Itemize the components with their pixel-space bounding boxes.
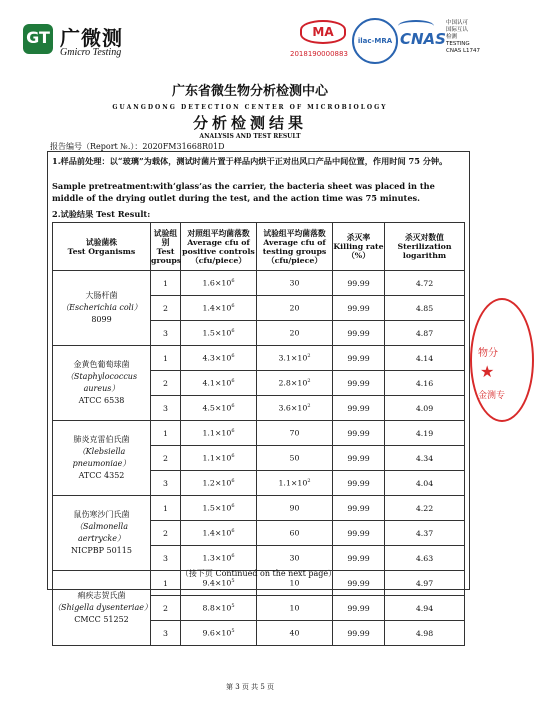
group-cell: 2 bbox=[151, 446, 181, 471]
group-cell: 2 bbox=[151, 521, 181, 546]
testing-cfu-cell: 20 bbox=[257, 321, 333, 346]
testing-cfu-cell: 20 bbox=[257, 296, 333, 321]
control-cfu-cell: $4.1\times 10^6$ bbox=[181, 371, 257, 396]
seal-text: 金测专 bbox=[478, 391, 506, 401]
organism-name-latin: （Klebsiella pneumoniae） bbox=[72, 447, 131, 468]
report-number: 报告编号（Report №.）：2020FM31668R01D bbox=[50, 142, 225, 151]
page-footer: 第 3 页 共 5 页 bbox=[225, 683, 275, 691]
control-cfu-cell: $9.4\times 10^5$ bbox=[181, 571, 257, 596]
group-cell: 3 bbox=[151, 396, 181, 421]
group-cell: 2 bbox=[151, 596, 181, 621]
accreditation-line: CNAS L1747 bbox=[446, 48, 481, 54]
continued-note: （接下页 Continued on the next page） bbox=[180, 569, 337, 578]
organism-cell bbox=[53, 496, 151, 571]
logo-mark: GT bbox=[26, 28, 50, 47]
killing-rate-cell: 99.99 bbox=[333, 571, 385, 596]
cnas-logo: CNAS bbox=[400, 30, 446, 48]
organism-strain: ATCC 4352 bbox=[78, 471, 125, 480]
organism-name-cn: 鼠伤寒沙门氏菌 bbox=[73, 510, 130, 519]
company-logo bbox=[23, 24, 53, 54]
testing-cfu-cell: $2.8\times 10^2$ bbox=[257, 371, 333, 396]
table-row bbox=[53, 421, 465, 446]
brand-name-en: Gmicro Testing bbox=[60, 47, 122, 58]
control-cfu-cell: $1.1\times 10^6$ bbox=[181, 446, 257, 471]
brand-name-cn: 广微测 bbox=[60, 26, 123, 50]
accreditation-line: 检测 bbox=[446, 34, 458, 40]
section-title: 2.试验结果 Test Result: bbox=[52, 209, 151, 219]
organism-strain: 8099 bbox=[91, 315, 112, 324]
killing-rate-cell: 99.99 bbox=[333, 546, 385, 571]
header-group: 试验组别 Test groups bbox=[151, 223, 181, 271]
killing-rate-cell: 99.99 bbox=[333, 296, 385, 321]
killing-rate-cell: 99.99 bbox=[333, 371, 385, 396]
control-cfu-cell: $1.2\times 10^6$ bbox=[181, 471, 257, 496]
cma-number: 2018190000883 bbox=[290, 50, 348, 58]
control-cfu-cell: $4.5\times 10^6$ bbox=[181, 396, 257, 421]
control-cfu-cell: $1.5\times 10^6$ bbox=[181, 496, 257, 521]
accreditation-line: 国际互认 bbox=[446, 27, 469, 33]
killing-rate-cell: 99.99 bbox=[333, 471, 385, 496]
accreditation-line: TESTING bbox=[446, 41, 470, 47]
organism-cell bbox=[53, 421, 151, 496]
center-title-en: GUANGDONG DETECTION CENTER OF MICROBIOLOGY bbox=[112, 104, 388, 111]
logarithm-cell: 4.04 bbox=[385, 471, 465, 496]
group-cell: 3 bbox=[151, 621, 181, 646]
organism-name-cn: 痢疾志贺氏菌 bbox=[77, 591, 126, 600]
group-cell: 2 bbox=[151, 371, 181, 396]
pretreatment-cn: 1.样品前处理：以“玻璃”为载体，测试时菌片置于样品内烘干正对出风口产品中间位置，作用时间 75 分钟。 bbox=[52, 156, 448, 166]
control-cfu-cell: $1.4\times 10^6$ bbox=[181, 296, 257, 321]
testing-cfu-cell: 60 bbox=[257, 521, 333, 546]
center-title-cn: 广东省微生物分析检测中心 bbox=[171, 84, 328, 99]
logarithm-cell: 4.09 bbox=[385, 396, 465, 421]
group-cell: 1 bbox=[151, 571, 181, 596]
organism-name-latin: （Salmonella aertrycke） bbox=[75, 522, 128, 543]
logarithm-cell: 4.14 bbox=[385, 346, 465, 371]
organism-name-cn: 大肠杆菌 bbox=[85, 291, 118, 300]
killing-rate-cell: 99.99 bbox=[333, 396, 385, 421]
group-cell: 1 bbox=[151, 421, 181, 446]
logarithm-cell: 4.98 bbox=[385, 621, 465, 646]
result-title-en: ANALYSIS AND TEST RESULT bbox=[199, 133, 301, 140]
killing-rate-cell: 99.99 bbox=[333, 321, 385, 346]
killing-rate-cell: 99.99 bbox=[333, 346, 385, 371]
organism-strain: NICPBP 50115 bbox=[71, 546, 132, 555]
control-cfu-cell: $1.5\times 10^6$ bbox=[181, 321, 257, 346]
logarithm-cell: 4.63 bbox=[385, 546, 465, 571]
testing-cfu-cell: 30 bbox=[257, 546, 333, 571]
group-cell: 3 bbox=[151, 546, 181, 571]
killing-rate-cell: 99.99 bbox=[333, 271, 385, 296]
organism-cell bbox=[53, 346, 151, 421]
accreditation-line: 中国认可 bbox=[446, 20, 469, 26]
organism-cell bbox=[53, 571, 151, 646]
logarithm-cell: 4.22 bbox=[385, 496, 465, 521]
seal-text: 物分 bbox=[478, 348, 498, 359]
testing-cfu-cell: $3.6\times 10^2$ bbox=[257, 396, 333, 421]
group-cell: 1 bbox=[151, 346, 181, 371]
pretreatment-en: Sample pretreatment:with‘glass’as the carrier, the bacteria sheet was placed in the middle of the drying outlet during the test, and the action time was 75 minutes. bbox=[52, 181, 435, 203]
control-cfu-cell: $1.6\times 10^6$ bbox=[181, 271, 257, 296]
logarithm-cell: 4.87 bbox=[385, 321, 465, 346]
organism-name-cn: 金黄色葡萄球菌 bbox=[73, 360, 130, 369]
control-cfu-cell: $4.3\times 10^6$ bbox=[181, 346, 257, 371]
organism-name-cn: 肺炎克雷伯氏菌 bbox=[73, 435, 130, 444]
header-organism: 试验菌株 Test Organisms bbox=[53, 223, 151, 271]
organism-cell bbox=[53, 271, 151, 346]
logarithm-cell: 4.94 bbox=[385, 596, 465, 621]
header-control: 对照组平均菌落数 Average cfu of positive controls （cfu/piece） bbox=[181, 223, 257, 271]
result-title-cn: 分析检测结果 bbox=[192, 114, 307, 132]
logarithm-cell: 4.85 bbox=[385, 296, 465, 321]
logarithm-cell: 4.97 bbox=[385, 571, 465, 596]
logarithm-cell: 4.19 bbox=[385, 421, 465, 446]
control-cfu-cell: $9.6\times 10^5$ bbox=[181, 621, 257, 646]
testing-cfu-cell: 50 bbox=[257, 446, 333, 471]
organism-strain: ATCC 6538 bbox=[78, 396, 125, 405]
table-row bbox=[53, 271, 465, 296]
control-cfu-cell: $1.4\times 10^6$ bbox=[181, 521, 257, 546]
table-row bbox=[53, 496, 465, 521]
star-icon: ★ bbox=[480, 362, 495, 381]
killing-rate-cell: 99.99 bbox=[333, 496, 385, 521]
header-testing: 试验组平均菌落数 Average cfu of testing groups （cfu/piece） bbox=[257, 223, 333, 271]
side-seal-stamp bbox=[470, 298, 534, 422]
testing-cfu-cell: 10 bbox=[257, 596, 333, 621]
control-cfu-cell: $1.1\times 10^6$ bbox=[181, 421, 257, 446]
cma-logo: MA bbox=[300, 20, 346, 44]
group-cell: 1 bbox=[151, 271, 181, 296]
table-row bbox=[53, 346, 465, 371]
testing-cfu-cell: $1.1\times 10^2$ bbox=[257, 471, 333, 496]
testing-cfu-cell: 70 bbox=[257, 421, 333, 446]
group-cell: 3 bbox=[151, 321, 181, 346]
header-logarithm: 杀灭对数值 Sterilization logarithm bbox=[385, 223, 465, 271]
results-table bbox=[52, 222, 465, 646]
killing-rate-cell: 99.99 bbox=[333, 421, 385, 446]
organism-name-latin: （Staphylococcus aureus） bbox=[65, 372, 138, 393]
logarithm-cell: 4.34 bbox=[385, 446, 465, 471]
control-cfu-cell: $8.8\times 10^5$ bbox=[181, 596, 257, 621]
organism-name-latin: （Shigella dysenteriae） bbox=[53, 603, 152, 612]
testing-cfu-cell: 30 bbox=[257, 271, 333, 296]
killing-rate-cell: 99.99 bbox=[333, 596, 385, 621]
group-cell: 1 bbox=[151, 496, 181, 521]
killing-rate-cell: 99.99 bbox=[333, 521, 385, 546]
ilac-mra-logo: ilac-MRA bbox=[352, 18, 398, 64]
testing-cfu-cell: 40 bbox=[257, 621, 333, 646]
testing-cfu-cell: $3.1\times 10^2$ bbox=[257, 346, 333, 371]
group-cell: 2 bbox=[151, 296, 181, 321]
organism-name-latin: （Escherichia coli） bbox=[61, 303, 142, 312]
header-killing-rate: 杀灭率 Killing rate （%） bbox=[333, 223, 385, 271]
killing-rate-cell: 99.99 bbox=[333, 621, 385, 646]
killing-rate-cell: 99.99 bbox=[333, 446, 385, 471]
logarithm-cell: 4.16 bbox=[385, 371, 465, 396]
group-cell: 3 bbox=[151, 471, 181, 496]
table-header-row bbox=[53, 223, 465, 271]
results-frame bbox=[47, 151, 470, 638]
logarithm-cell: 4.72 bbox=[385, 271, 465, 296]
control-cfu-cell: $1.3\times 10^6$ bbox=[181, 546, 257, 571]
logarithm-cell: 4.37 bbox=[385, 521, 465, 546]
testing-cfu-cell: 90 bbox=[257, 496, 333, 521]
organism-strain: CMCC 51252 bbox=[74, 615, 129, 624]
accreditation-text bbox=[446, 20, 480, 55]
testing-cfu-cell: 10 bbox=[257, 571, 333, 596]
